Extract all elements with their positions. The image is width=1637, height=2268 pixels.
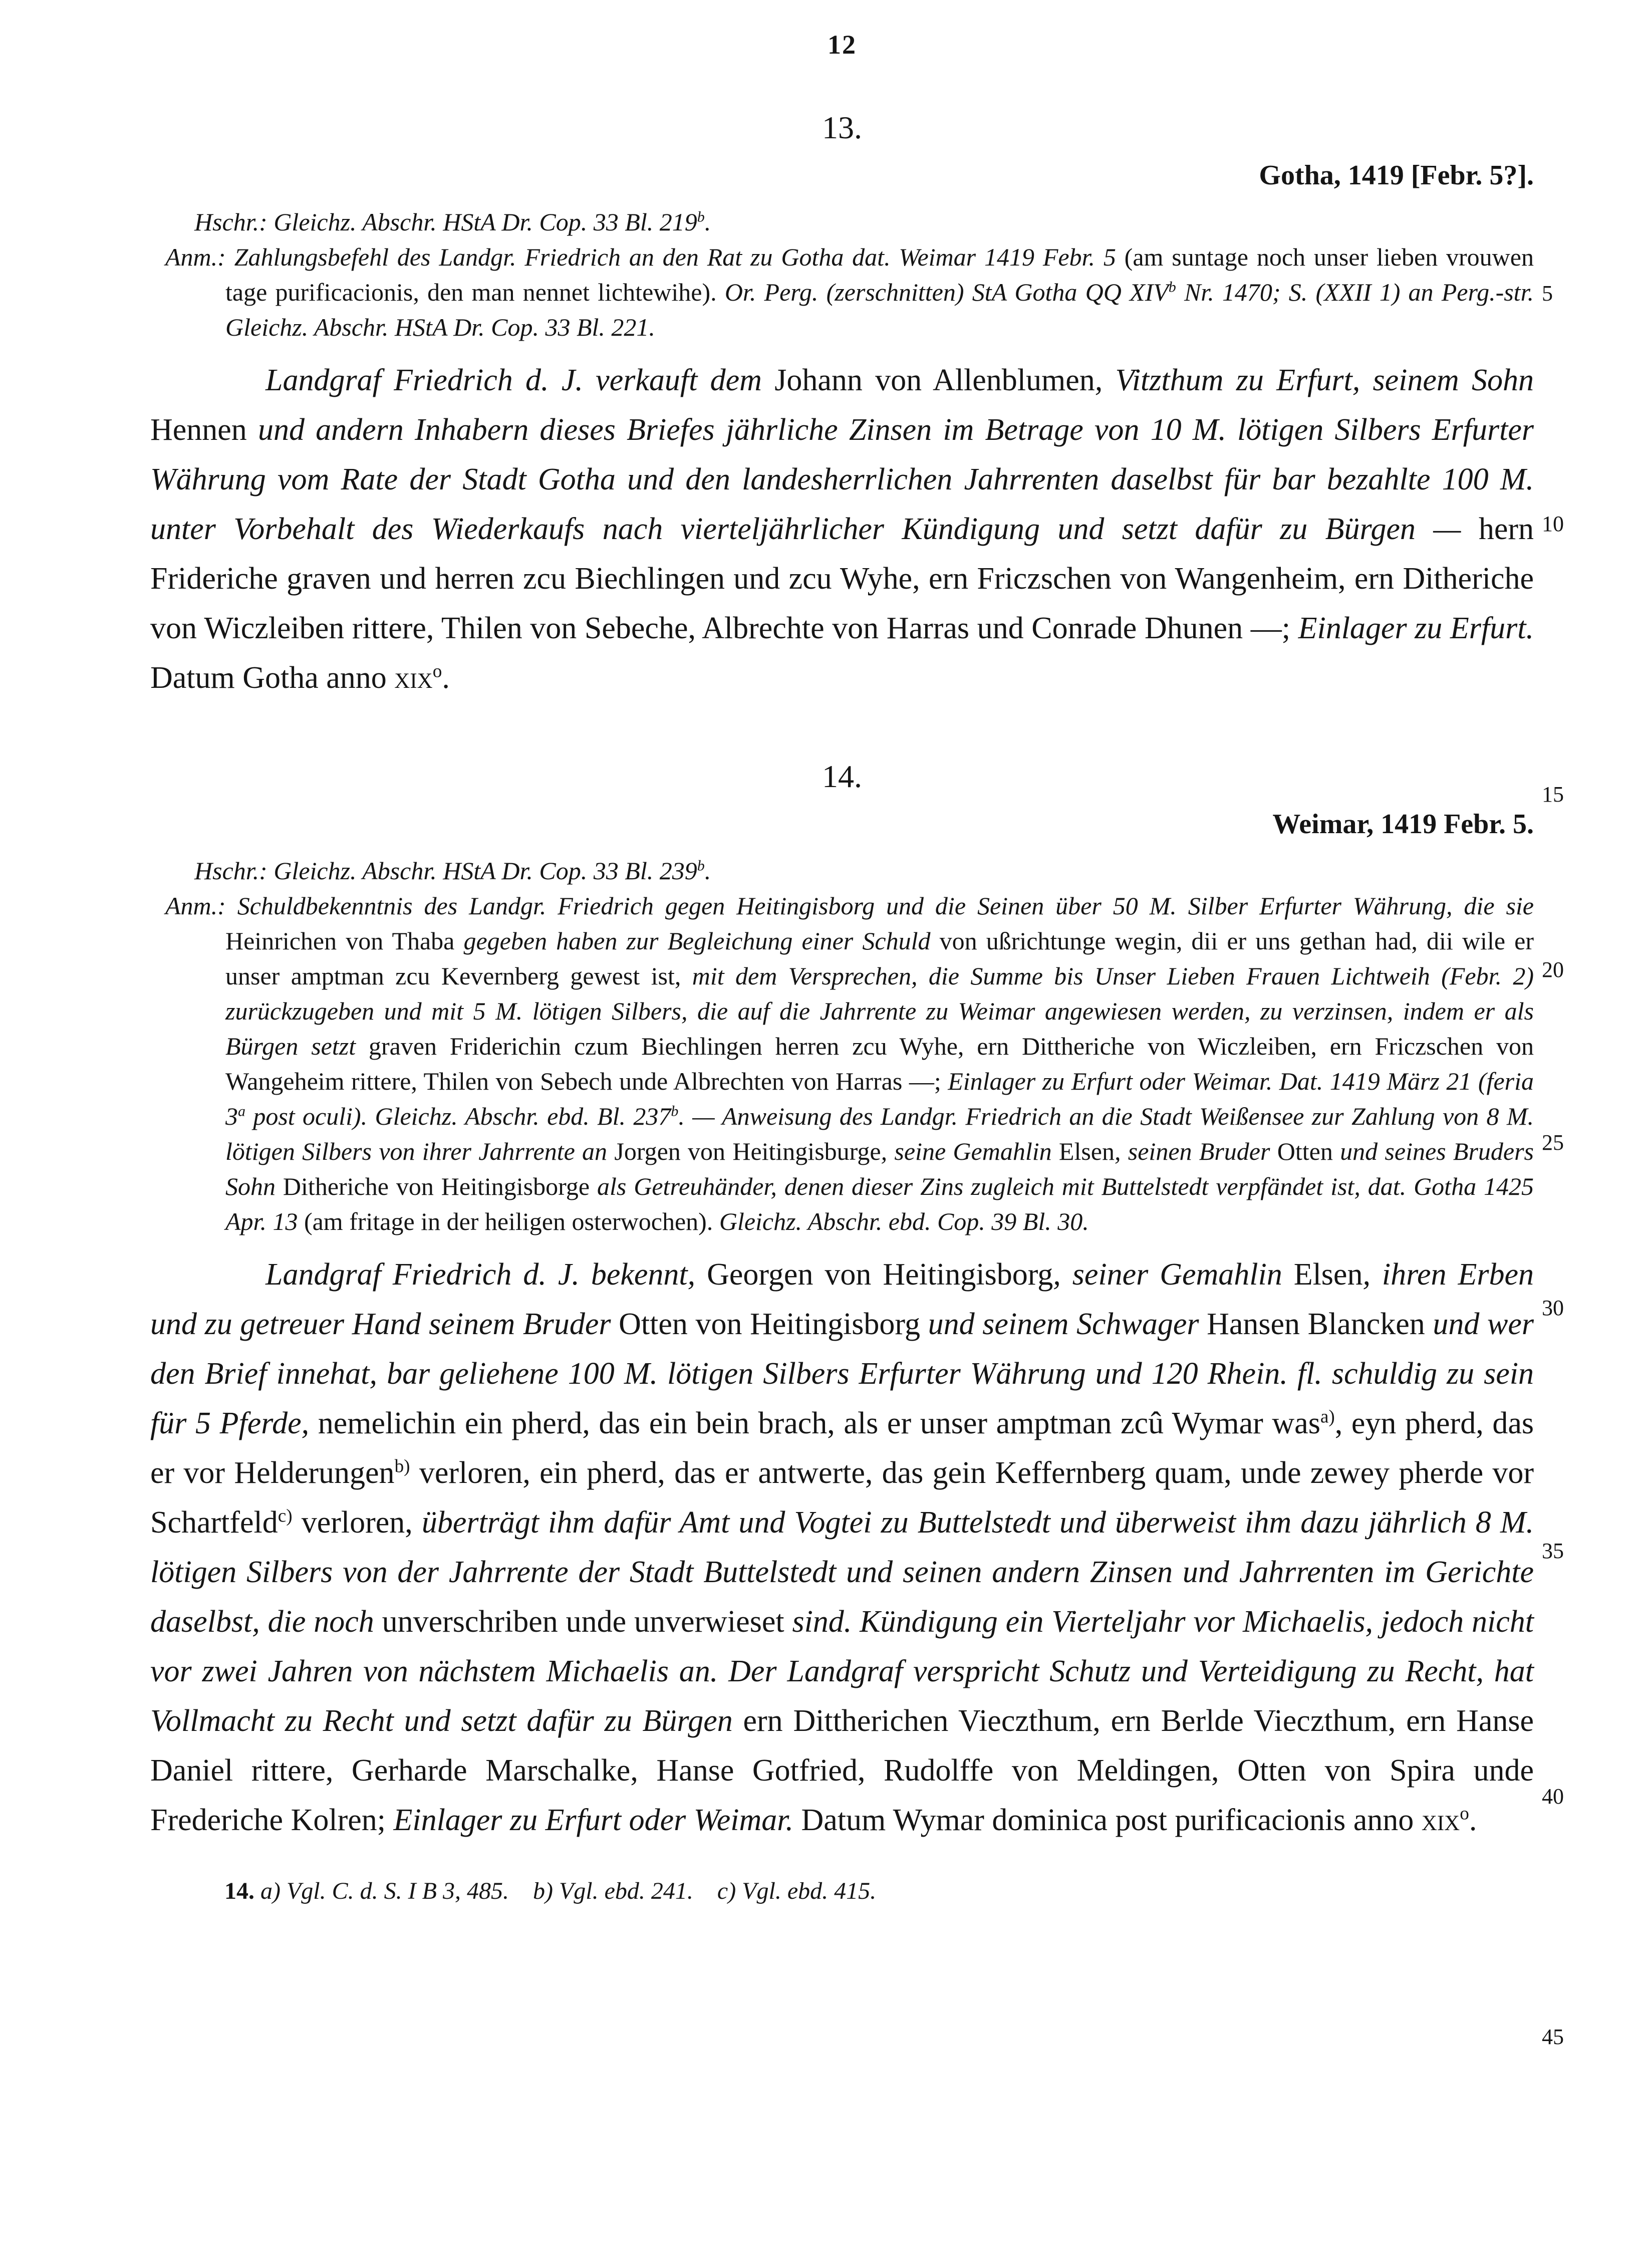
margin-line-number: 15: [1542, 782, 1564, 807]
entry-13-body: Landgraf Friedrich d. J. verkauft dem Johann von Allenblumen, Vitzthum zu Erfurt, seinem Sohn Hennen und andern Inhabern dieses Briefes jährliche Zinsen im Betrage von 10 M. lötigen Silbers Erfurter Währung vom Rate der Stadt Gotha und den landesherrlichen Jahrrenten daselbst für bar bezahlte 100 M. unter Vorbehalt des Wiederkaufs nach vierteljährlicher Kündigung und setzt dafür zu Bürgen — hern Frideriche graven und herren zcu Biechlingen und zcu Wyhe, ern Friczschen von Wangenheim, ern Ditheriche von Wiczleiben rittere, Thilen von Sebeche, Albrechte von Harras und Conrade Dhunen —; Einlager zu Erfurt. Datum Gotha anno xix$^o$.: [150, 363, 1534, 695]
margin-line-number: 5: [1542, 281, 1553, 306]
entry-13-hschr: Hschr.: Gleichz. Abschr. HStA Dr. Cop. 33 Bl. 219$^b$.: [194, 208, 711, 236]
margin-line-number: 40: [1542, 1784, 1564, 1809]
entry-14-dateline: Weimar, 1419 Febr. 5.: [1272, 809, 1534, 840]
entry-14-number: 14.: [822, 759, 862, 794]
entry-14-anm: Anm.: Schuldbekenntnis des Landgr. Friedrich gegen Heitingisborg und die Seinen über 50 M. Silber Erfurter Währung, die sie Heinrichen von Thaba gegeben haben zur Begleichung einer Schuld von ußrichtunge wegin, dii er uns gethan had, dii wile er unser amptman zcu Kevernberg gewest ist, mit dem Versprechen, die Summe bis Unser Lieben Frauen Lichtweih (Febr. 2) zurückzugeben und mit 5 M. lötigen Silbers, die auf die Jahrrente zu Weimar angewiesen werden, zu verzinsen, indem er als Bürgen setzt graven Friderichin czum Biechlingen herren zcu Wyhe, ern Dittheriche von Wiczleiben, ern Friczschen von Wangeheim rittere, Thilen von Sebech unde Albrechten von Harras —; Einlager zu Erfurt oder Weimar. Dat. 1419 März 21 (feria 3$^a$ post oculi). Gleichz. Abschr. ebd. Bl. 237$^b$. — Anweisung des Landgr. Friedrich an die Stadt Weißensee zur Zahlung von 8 M. lötigen Silbers von ihrer Jahrrente an Jorgen von Heitingisburge, seine Gemahlin Elsen, seinen Bruder Otten und seines Bruders Sohn Ditheriche von Heitingisborge als Getreuhänder, denen dieser Zins zugleich mit Buttelstedt verpfändet ist, dat. Gotha 1425 Apr. 13 (am fritage in der heiligen osterwochen). Gleichz. Abschr. ebd. Cop. 39 Bl. 30.: [165, 892, 1534, 1235]
margin-line-number: 45: [1542, 2025, 1564, 2049]
entry-13-number: 13.: [822, 110, 862, 145]
entry-14-body: Landgraf Friedrich d. J. bekennt, Georgen von Heitingisborg, seiner Gemahlin Elsen, ihren Erben und zu getreuer Hand seinem Bruder Otten von Heitingisborg und seinem Schwager Hansen Blancken und wer den Brief innehat, bar geliehene 100 M. lötigen Silbers Erfurter Währung und 120 Rhein. fl. schuldig zu sein für 5 Pferde, nemelichin ein pherd, das ein bein brach, als er unser amptman zcû Wymar was$^{a)}$, eyn pherd, das er vor Helderungen$^{b)}$ verloren, ein pherd, das er antwerte, das gein Keffernberg quam, unde zewey pherde vor Schartfeld$^{c)}$ verloren, überträgt ihm dafür Amt und Vogtei zu Buttelstedt und überweist ihm dazu jährlich 8 M. lötigen Silbers von der Jahrrente der Stadt Buttelstedt und seinen andern Zinsen und Jahrrenten im Gerichte daselbst, die noch unverschriben unde unverwieset sind. Kündigung ein Vierteljahr vor Michaelis, jedoch nicht vor zwei Jahren von nächstem Michaelis an. Der Landgraf verspricht Schutz und Verteidigung zu Recht, hat Vollmacht zu Recht und setzt dafür zu Bürgen ern Dittherichen Vieczthum, ern Berlde Vieczthum, ern Hanse Daniel rittere, Gerharde Marschalke, Hanse Gotfried, Rudolffe von Meldingen, Otten von Spira unde Frederiche Kolren; Einlager zu Erfurt oder Weimar. Datum Wymar dominica post purificacionis anno xix$^o$.: [150, 1257, 1534, 1837]
margin-line-number: 35: [1542, 1539, 1564, 1563]
margin-line-number: 30: [1542, 1296, 1564, 1320]
text-block: [150, 29, 1534, 1905]
entry-13-anm: Anm.: Zahlungsbefehl des Landgr. Friedrich an den Rat zu Gotha dat. Weimar 1419 Febr. 5 (am suntage noch unser lieben vrouwen tage purificacionis, den man nennet lichtewihe). Or. Perg. (zerschnitten) StA Gotha QQ XIV$^b$ Nr. 1470; S. (XXII 1) an Perg.-str. Gleichz. Abschr. HStA Dr. Cop. 33 Bl. 221.: [165, 243, 1534, 341]
margin-line-number: 20: [1542, 957, 1564, 982]
margin-line-number: 10: [1542, 512, 1564, 536]
page-number: 12: [828, 30, 857, 60]
entry-14-hschr: Hschr.: Gleichz. Abschr. HStA Dr. Cop. 33 Bl. 239$^b$.: [194, 857, 711, 885]
footnote-line: 14. a) Vgl. C. d. S. I B 3, 485. b) Vgl. ebd. 241. c) Vgl. ebd. 415.: [224, 1878, 877, 1904]
entry-13-dateline: Gotha, 1419 [Febr. 5?].: [1259, 160, 1534, 191]
margin-line-number: 25: [1542, 1130, 1564, 1155]
